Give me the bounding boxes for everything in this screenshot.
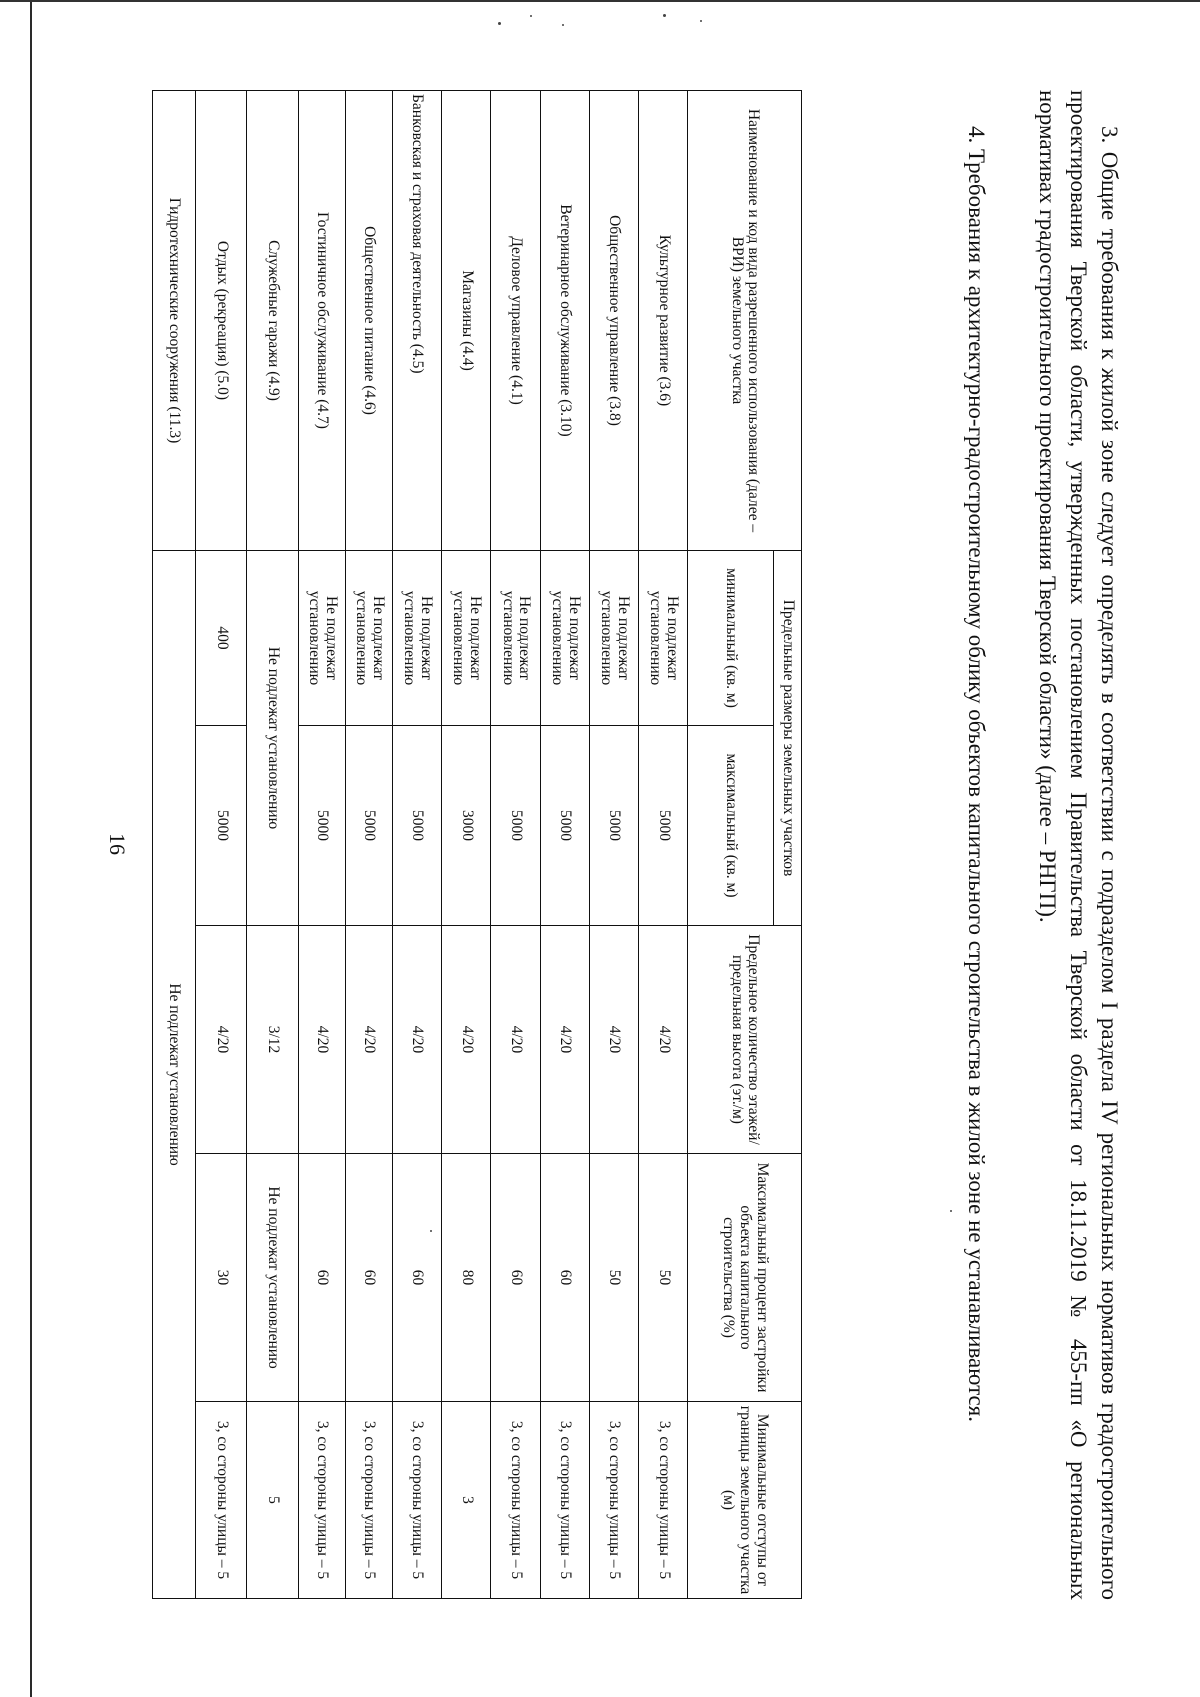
row-max: 3000: [442, 726, 491, 926]
row-name: Общественное управление (3.8): [589, 91, 638, 551]
row-floors: 4/20: [392, 926, 441, 1154]
row-name: Магазины (4.4): [442, 91, 491, 551]
row-percent: 60: [298, 1154, 345, 1402]
row-percent: 60: [491, 1154, 540, 1402]
header-min: минимальный (кв. м): [688, 551, 774, 726]
row-merged-value: Не подлежат установлению: [153, 551, 196, 1599]
row-setback: 3, со стороны улицы – 5: [345, 1402, 392, 1599]
row-max: 5000: [298, 726, 345, 926]
row-name: Банковская и страховая деятельность (4.5): [392, 91, 441, 551]
row-percent: 60: [540, 1154, 589, 1402]
row-min: 400: [195, 551, 246, 726]
row-percent: 50: [639, 1154, 688, 1402]
row-min: Не подлежат установлению: [589, 551, 638, 726]
table-row-garages: [247, 91, 298, 1599]
row-max: 5000: [345, 726, 392, 926]
header-max: максимальный (кв. м): [688, 726, 774, 926]
row-min: Не подлежат установлению: [298, 551, 345, 726]
row-name: Гидротехнические сооружения (11.3): [153, 91, 196, 551]
row-floors: 3/12: [247, 926, 298, 1154]
row-setback: 3, со стороны улицы – 5: [392, 1402, 441, 1599]
header-setback: Минимальные отступы от границы земельного участка (м): [688, 1402, 802, 1599]
table-header-row: [774, 91, 802, 1599]
row-min: Не подлежат установлению: [345, 551, 392, 726]
header-size-group: Предельные размеры земельных участков: [774, 551, 802, 926]
row-percent: 60: [345, 1154, 392, 1402]
table-row: [589, 91, 638, 1599]
table-row-recreation: [195, 91, 246, 1599]
row-floors: 4/20: [345, 926, 392, 1154]
row-percent: 50: [589, 1154, 638, 1402]
header-percent: Максимальный процент застройки объекта капитального строительства (%): [688, 1154, 802, 1402]
row-name: Гостиничное обслуживание (4.7): [298, 91, 345, 551]
row-percent: 60: [392, 1154, 441, 1402]
row-setback: 3, со стороны улицы – 5: [589, 1402, 638, 1599]
table-row: [639, 91, 688, 1599]
paragraph-3: 3. Общие требования к жилой зоне следует определять в соответствии с подразделом I раздела IV региональных нормативов градостроительного проектирования Тверской области, утвержденных постановлением Правительства Тверской области от 18.11.2019 № 455-пп «О региональных нормативах градостроительного проектирования Тверской области» (далее – РНГП).: [1035, 90, 1122, 1600]
row-floors: 4/20: [195, 926, 246, 1154]
row-name: Ветеринарное обслуживание (3.10): [540, 91, 589, 551]
row-floors: 4/20: [639, 926, 688, 1154]
table-row: [345, 91, 392, 1599]
row-max: 5000: [195, 726, 246, 926]
row-percent: 80: [442, 1154, 491, 1402]
row-setback: 3, со стороны улицы – 5: [540, 1402, 589, 1599]
row-min: Не подлежат установлению: [540, 551, 589, 726]
row-min: Не подлежат установлению: [491, 551, 540, 726]
row-name: Деловое управление (4.1): [491, 91, 540, 551]
table-row-hydro: [153, 91, 196, 1599]
table-row: [298, 91, 345, 1599]
row-name: Культурное развитие (3.6): [639, 91, 688, 551]
header-name: Наименование и код вида разрешенного использования (далее – ВРИ) земельного участка: [688, 91, 802, 551]
land-use-table: [152, 90, 802, 1599]
row-name: Отдых (рекреация) (5.0): [195, 91, 246, 551]
row-setback: 3, со стороны улицы – 5: [195, 1402, 246, 1599]
row-name: Служебные гаражи (4.9): [247, 91, 298, 551]
row-name: Общественное питание (4.6): [345, 91, 392, 551]
row-setback: 3, со стороны улицы – 5: [298, 1402, 345, 1599]
row-floors: 4/20: [298, 926, 345, 1154]
page-number: 16: [105, 833, 130, 855]
header-floors: Предельное количество этажей/ предельная высота (эт./м): [688, 926, 802, 1154]
row-percent: 30: [195, 1154, 246, 1402]
table-row: [491, 91, 540, 1599]
row-setback: 5: [247, 1402, 298, 1599]
row-floors: 4/20: [442, 926, 491, 1154]
row-min: Не подлежат установлению: [639, 551, 688, 726]
table-row: [392, 91, 441, 1599]
row-setback: 3: [442, 1402, 491, 1599]
row-floors: 4/20: [589, 926, 638, 1154]
row-floors: 4/20: [491, 926, 540, 1154]
row-floors: 4/20: [540, 926, 589, 1154]
row-sizes-merged: Не подлежат установлению: [247, 551, 298, 926]
row-max: 5000: [540, 726, 589, 926]
row-min: Не подлежат установлению: [392, 551, 441, 726]
row-setback: 3, со стороны улицы – 5: [639, 1402, 688, 1599]
row-setback: 3, со стороны улицы – 5: [491, 1402, 540, 1599]
row-min: Не подлежат установлению: [442, 551, 491, 726]
table-row: [540, 91, 589, 1599]
paragraph-4: 4. Требования к архитектурно-градостроительному облику объектов капитального строительства в жилой зоне не устанавливаются.: [964, 126, 989, 1423]
row-max: 5000: [392, 726, 441, 926]
row-max: 5000: [589, 726, 638, 926]
row-percent: Не подлежат установлению: [247, 1154, 298, 1402]
row-max: 5000: [491, 726, 540, 926]
row-max: 5000: [639, 726, 688, 926]
table-row: [442, 91, 491, 1599]
